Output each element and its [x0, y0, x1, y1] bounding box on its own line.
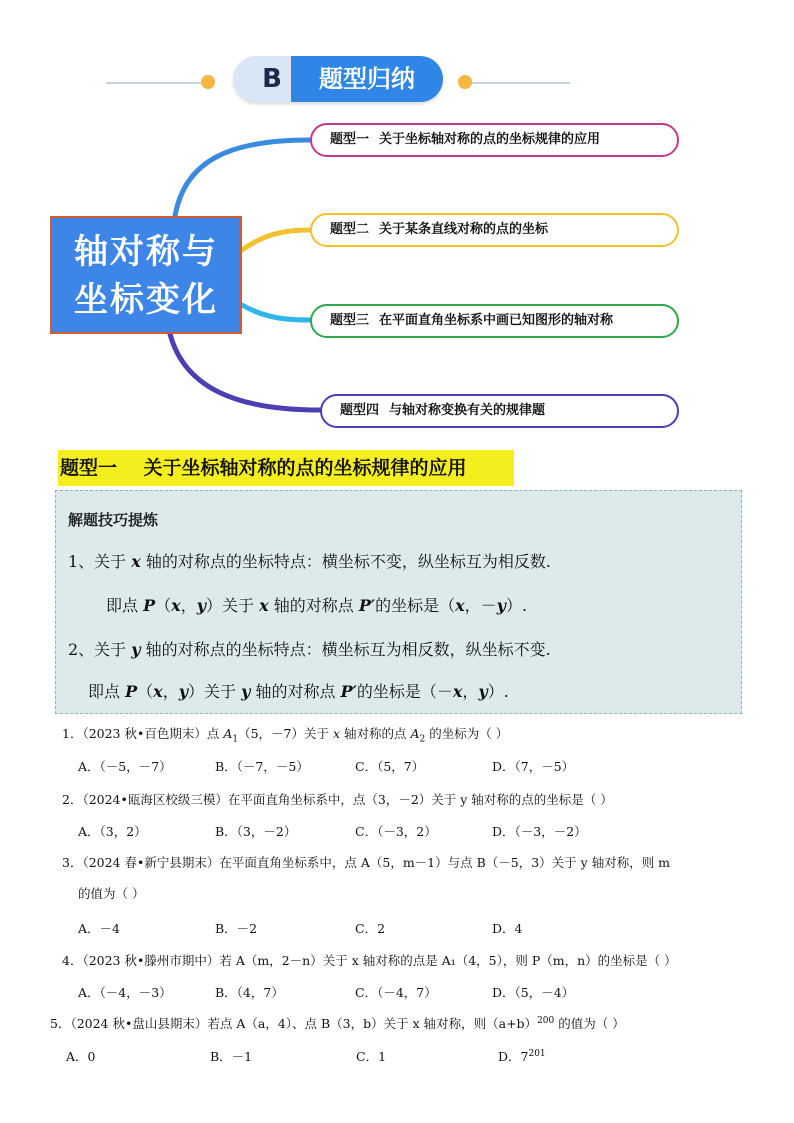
question-4-option-d: D．（5，－4） — [492, 985, 575, 1000]
topic-1-text: 关于坐标轴对称的点的坐标规律的应用 — [379, 132, 601, 147]
connector-1 — [175, 140, 310, 216]
topic-4-text: 与轴对称变换有关的规律题 — [389, 403, 546, 418]
topic-4-label: 题型四 — [340, 403, 380, 418]
header-title: 题型归纳 — [291, 56, 443, 102]
question-3-stem-line2: 的值为（ ） — [78, 886, 145, 901]
question-4-option-a: A．（－4，－3） — [78, 985, 172, 1000]
header-letter: B — [262, 64, 282, 94]
question-2-option-a: A．（3，2） — [78, 824, 147, 839]
question-5-stem: 5．（2024 秋•盘山县期末）若点 A（a，4）、点 B（3，b）关于 x 轴对称，则$(a+b)^{200}$ 的值为（ ） — [50, 1015, 625, 1031]
section-heading: 题型一 关于坐标轴对称的点的坐标规律的应用 — [58, 450, 514, 486]
center-line-2: 坐标变化 — [74, 280, 218, 320]
question-2-stem: 2．（2024•瓯海区校级三模）在平面直角坐标系中，点（3，－2）关于 y 轴对称的点的坐标是（ ） — [62, 792, 613, 807]
topic-3-text: 在平面直角坐标系中画已知图形的轴对称 — [379, 313, 614, 328]
tips-box — [55, 490, 742, 714]
question-1-option-d: D．（7，－5） — [492, 759, 575, 774]
connector-3 — [242, 305, 310, 320]
tips-rule-2: 2、关于 y 轴的对称点的坐标特点：横坐标互为相反数，纵坐标不变. — [68, 640, 551, 659]
question-3-option-b: B．－2 — [215, 921, 258, 936]
question-4-option-c: C．（－4，7） — [355, 985, 437, 1000]
topic-pill-4 — [320, 394, 679, 428]
question-4-stem: 4．（2023 秋•滕州市期中）若 A（m，2－n）关于 x 轴对称的点是 A₁（4，5），则 P（m，n）的坐标是（ ） — [62, 953, 677, 968]
topic-3-label: 题型三 — [330, 313, 370, 328]
question-3-option-d: D．4 — [492, 921, 523, 936]
question-2-option-c: C．（－3，2） — [355, 824, 437, 839]
topic-pill-1 — [310, 123, 679, 157]
connector-4 — [170, 334, 320, 410]
topic-2-text: 关于某条直线对称的点的坐标 — [379, 222, 549, 237]
mindmap-center — [50, 216, 242, 334]
topic-1-label: 题型一 — [330, 132, 370, 147]
question-2-option-d: D．（－3，－2） — [492, 824, 587, 839]
question-5-option-a: A．0 — [66, 1049, 96, 1064]
connector-2 — [242, 230, 310, 250]
tips-example-1: 即点 P（x，y）关于 x 轴的对称点 P′的坐标是（x，－y）. — [106, 596, 528, 615]
tips-title: 解题技巧提炼 — [68, 511, 159, 529]
question-1-stem: 1．（2023 秋•百色期末）点 $A_1(5$，－7）关于 x 轴对称的点 $A_2$ 的坐标为（ ） — [62, 726, 509, 745]
topic-pill-2 — [310, 213, 679, 247]
question-1-option-c: C．（5，7） — [355, 759, 425, 774]
topic-2-label: 题型二 — [330, 222, 370, 237]
question-3-option-c: C．2 — [355, 921, 386, 936]
question-1-option-b: B．（－7，－5） — [215, 759, 309, 774]
tips-example-2: 即点 P（x，y）关于 y 轴的对称点 P′的坐标是（－x，y）. — [88, 682, 509, 701]
question-3-stem: 3．（2024 春•新宁县期末）在平面直角坐标系中，点 A（5，m－1）与点 B（－5，3）关于 y 轴对称，则 m — [62, 855, 671, 870]
question-5-option-c: C．1 — [356, 1049, 387, 1064]
question-4-option-b: B．（4，7） — [215, 985, 284, 1000]
question-5-option-b: B．－1 — [210, 1049, 253, 1064]
tips-rule-1: 1、关于 x 轴的对称点的坐标特点：横坐标不变，纵坐标互为相反数. — [68, 552, 552, 571]
center-line-1: 轴对称与 — [74, 232, 218, 272]
question-2-option-b: B．（3，－2） — [215, 824, 297, 839]
question-3-option-a: A．－4 — [78, 921, 120, 936]
question-5-option-d: D．$7^{201}$ — [498, 1048, 546, 1064]
topic-pill-3 — [310, 304, 679, 338]
question-1-option-a: A．（－5，－7） — [78, 759, 172, 774]
